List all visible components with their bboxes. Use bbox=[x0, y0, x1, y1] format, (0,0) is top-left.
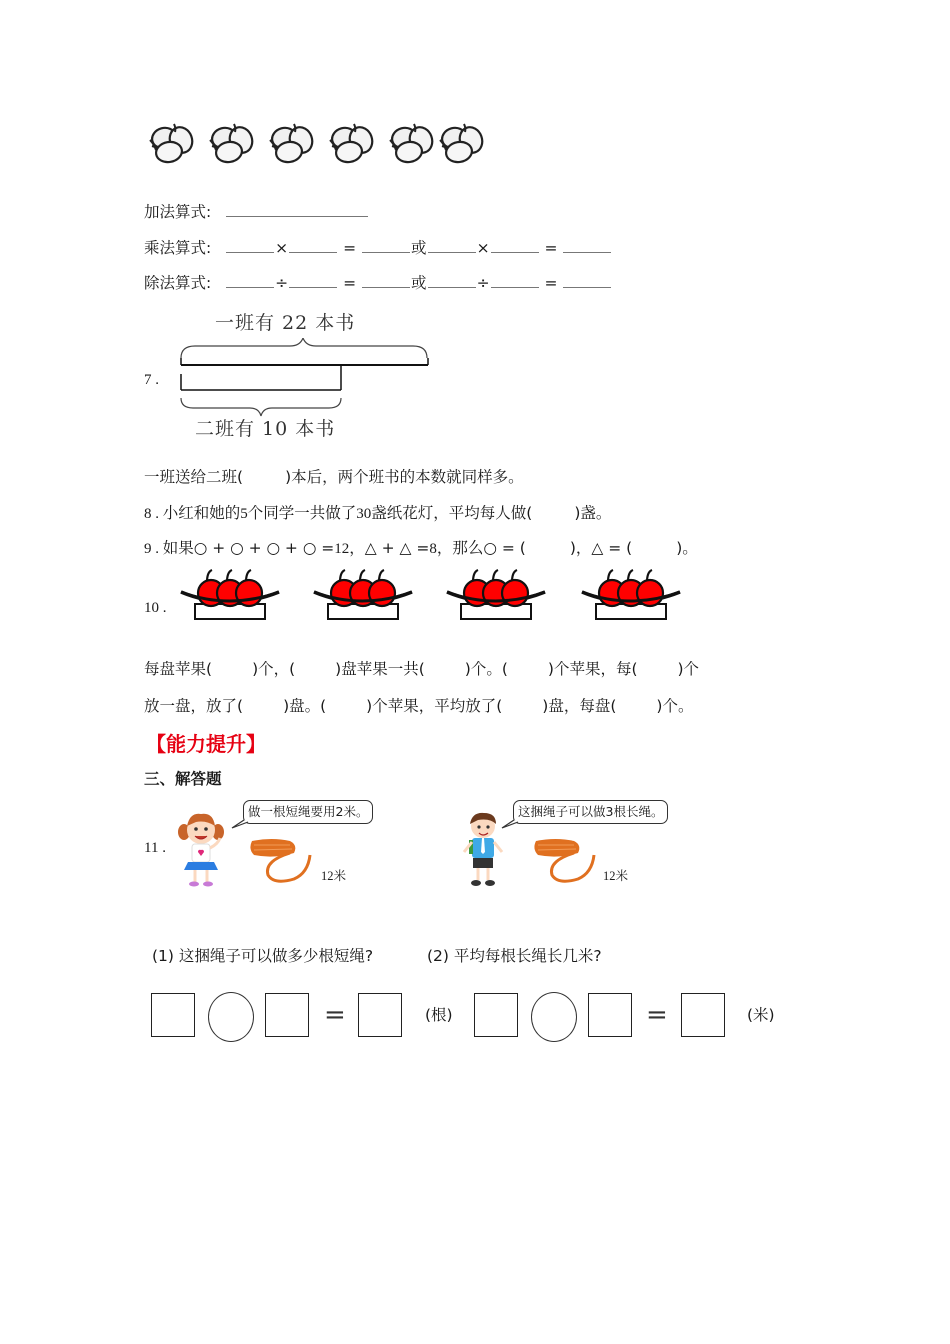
section-title: 【能力提升】 bbox=[146, 732, 266, 756]
answer-box[interactable] bbox=[474, 993, 518, 1037]
q8-text: 盏纸花灯，平均每人做( bbox=[371, 504, 533, 522]
q9-text: )，△ = ( bbox=[569, 539, 633, 557]
blank[interactable] bbox=[563, 238, 611, 253]
plate-of-apples bbox=[582, 570, 680, 619]
division-equation-row bbox=[144, 273, 612, 293]
q10-text: )个。( bbox=[464, 660, 508, 678]
q9-number-12: 12 bbox=[334, 541, 350, 557]
operator-circle[interactable] bbox=[208, 992, 254, 1042]
speech-tail-icon bbox=[500, 818, 520, 830]
operator-circle[interactable] bbox=[531, 992, 577, 1042]
q7-number: 7 . bbox=[144, 372, 159, 388]
rope-coil-icon bbox=[528, 835, 598, 887]
q8-text: 个同学一共做了 bbox=[247, 504, 357, 522]
equals-sign: = bbox=[544, 274, 558, 292]
blank[interactable] bbox=[362, 238, 410, 253]
q7-text-after: )本后，两个班书的本数就同样多。 bbox=[285, 468, 524, 486]
unit-label-mi: (米) bbox=[747, 1006, 775, 1024]
divide-sign: ÷ bbox=[476, 274, 490, 292]
q7-text-before: 一班送给二班( bbox=[144, 468, 244, 486]
or-text: 或 bbox=[411, 239, 427, 257]
q10-text: 放一盘，放了( bbox=[144, 697, 244, 715]
rope-length-left: 12米 bbox=[321, 869, 347, 883]
q10-text: )个。 bbox=[656, 697, 694, 715]
plum-groups-row bbox=[144, 118, 494, 166]
plate-of-apples bbox=[314, 570, 412, 619]
question-number: 10 bbox=[144, 600, 159, 616]
blank[interactable] bbox=[289, 273, 337, 288]
q7-question-text bbox=[144, 467, 524, 487]
question-number: 11 bbox=[144, 840, 159, 856]
answer-box[interactable] bbox=[151, 993, 195, 1037]
section-subtitle: 三、解答题 bbox=[144, 770, 222, 788]
plums-icon bbox=[144, 118, 494, 166]
q9-question: 9 . 如果○ + ○ + ○ + ○ =12，△ + △ =8，那么○ = ( )，△ = ( )。 bbox=[144, 539, 698, 557]
question-number: 7 bbox=[144, 372, 152, 388]
plate-of-apples bbox=[447, 570, 545, 619]
blank[interactable] bbox=[428, 273, 476, 288]
q11-number: 11 . bbox=[144, 840, 166, 856]
q10-text: )个，( bbox=[252, 660, 296, 678]
answer-box[interactable] bbox=[265, 993, 309, 1037]
blank[interactable] bbox=[428, 238, 476, 253]
q8-text: 小红和她的 bbox=[162, 504, 241, 522]
times-sign: × bbox=[275, 239, 289, 257]
equals-sign: = bbox=[343, 239, 357, 257]
blank[interactable] bbox=[362, 273, 410, 288]
blank[interactable] bbox=[491, 273, 539, 288]
plate-of-apples bbox=[181, 570, 279, 619]
q9-text: ，那么○ = ( bbox=[436, 539, 526, 557]
q10-number: 10 . bbox=[144, 600, 167, 616]
answer-box[interactable] bbox=[358, 993, 402, 1037]
girl-illustration-icon bbox=[176, 810, 226, 888]
q10-text: )个 bbox=[677, 660, 700, 678]
blank[interactable] bbox=[491, 238, 539, 253]
q7-bottom-label: 二班有 10 本书 bbox=[195, 418, 336, 440]
equals-sign: = bbox=[324, 1000, 346, 1030]
q9-text: 如果○ + ○ + ○ + ○ = bbox=[162, 539, 335, 557]
boy-speech-bubble: 这捆绳子可以做3根长绳。 bbox=[513, 800, 668, 824]
answer-box[interactable] bbox=[588, 993, 632, 1037]
divide-sign: ÷ bbox=[275, 274, 289, 292]
multiplication-label: 乘法算式: bbox=[144, 239, 212, 257]
q9-text: )。 bbox=[676, 539, 698, 557]
multiplication-equation-row bbox=[144, 238, 612, 258]
blank[interactable] bbox=[289, 238, 337, 253]
girl-speech-bubble: 做一根短绳要用2米。 bbox=[243, 800, 373, 824]
q10-text: )盘。( bbox=[283, 697, 327, 715]
q11-sub-question-1: (1) 这捆绳子可以做多少根短绳? bbox=[152, 947, 374, 965]
equals-sign: = bbox=[544, 239, 558, 257]
or-text: 或 bbox=[411, 274, 427, 292]
q10-text: 每盘苹果( bbox=[144, 660, 213, 678]
rope-length-right: 12米 bbox=[603, 869, 629, 883]
addition-blank[interactable] bbox=[226, 202, 368, 217]
q10-text: )盘苹果一共( bbox=[335, 660, 425, 678]
speech-tail-icon bbox=[230, 818, 250, 830]
q10-text: )个苹果，平均放了( bbox=[366, 697, 503, 715]
blank[interactable] bbox=[563, 273, 611, 288]
q9-number-8: 8 bbox=[429, 541, 437, 557]
q8-text: )盏。 bbox=[574, 504, 612, 522]
blank[interactable] bbox=[226, 238, 274, 253]
addition-equation-row bbox=[144, 202, 369, 222]
unit-label-gen: (根) bbox=[425, 1006, 453, 1024]
q10-text: )个苹果，每( bbox=[547, 660, 638, 678]
blank[interactable] bbox=[226, 273, 274, 288]
q10-text: )盘，每盘( bbox=[542, 697, 617, 715]
times-sign: × bbox=[476, 239, 490, 257]
division-label: 除法算式: bbox=[144, 274, 212, 292]
equals-sign: = bbox=[646, 1000, 668, 1030]
q10-line-2 bbox=[144, 696, 693, 716]
addition-label: 加法算式: bbox=[144, 203, 212, 221]
question-number: 8 bbox=[144, 506, 152, 522]
q10-line-1 bbox=[144, 659, 699, 679]
rope-coil-icon bbox=[244, 835, 314, 887]
question-number: 9 bbox=[144, 541, 152, 557]
equals-sign: = bbox=[343, 274, 357, 292]
q8-question: 8 . 小红和她的5个同学一共做了30盏纸花灯，平均每人做( )盏。 bbox=[144, 504, 612, 522]
q11-sub-question-2: (2) 平均每根长绳长几米? bbox=[427, 947, 602, 965]
q8-number-30: 30 bbox=[356, 506, 372, 522]
answer-box[interactable] bbox=[681, 993, 725, 1037]
q8-number-5: 5 bbox=[240, 506, 248, 522]
q7-top-label: 一班有 22 本书 bbox=[215, 312, 356, 334]
q9-text: ，△ + △ = bbox=[349, 539, 430, 557]
apple-plates bbox=[175, 566, 695, 624]
